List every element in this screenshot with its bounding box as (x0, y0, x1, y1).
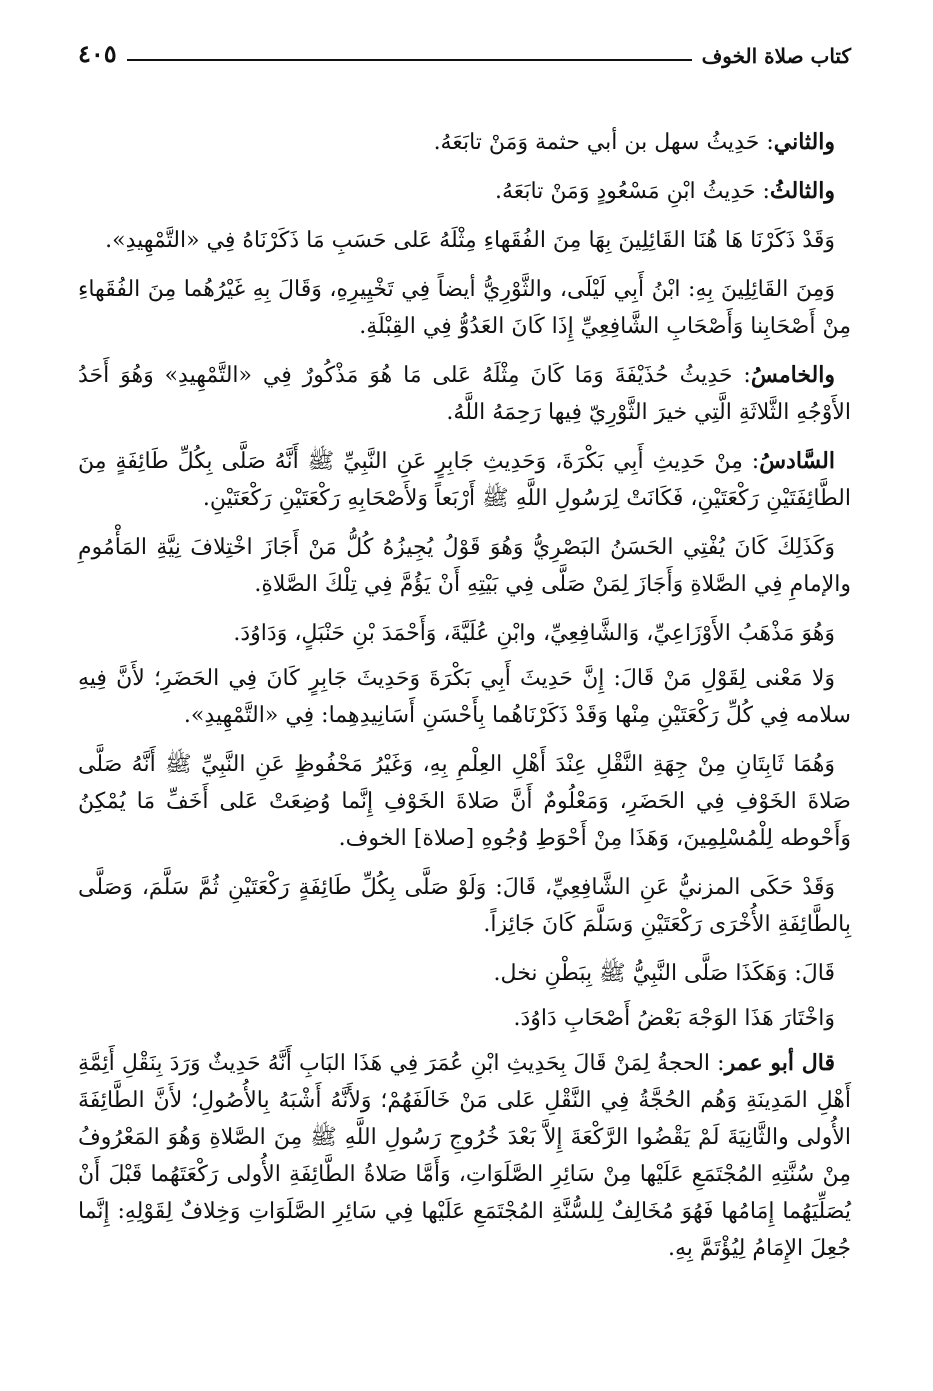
header-rule (127, 59, 692, 61)
paragraph-text: وَمِنَ القَائِلِينَ بِهِ: ابْنُ أَبِي لَيْلَى، والثَّوْرِيُّ أيضاً فِي تَخْيِيرِهِ، وَقَالَ بِهِ غَيْرُهُما مِنَ الفُقَهاءِ مِنْ أَصْحَابِنا وَأَصْحَابِ الشَّافِعِيِّ إِذَا كَانَ العَدُوُّ فِي القِبْلَةِ. (78, 277, 851, 339)
paragraph-12 (78, 955, 851, 992)
paragraph-7 (78, 529, 851, 603)
paragraph-text: وَقَدْ حَكَى المزنيُّ عَنِ الشَّافِعِيِّ، قَالَ: وَلَوْ صَلَّى بِكُلِّ طَائِفَةٍ رَكْعَتَيْنِ ثُمَّ سَلَّمَ، وَصَلَّى بِالطَّائِفَةِ الأُخْرَى رَكْعَتَيْنِ وَسَلَّمَ كَانَ جَائِزاً. (78, 875, 851, 937)
paragraph-text: وَكَذَلِكَ كَانَ يُفْتِي الحَسَنُ البَصْرِيُّ وَهُوَ قَوْلُ يُجِيزُهُ كُلُّ مَنْ أَجَازَ اخْتِلافَ نِيَّةِ المَأْمُومِ والإمامِ فِي الصَّلاةِ وَأَجَازَ لِمَنْ صَلَّى فِي بَيْتِهِ أَنْ يَؤُمَّ فِي تِلْكَ الصَّلاةِ. (78, 535, 851, 597)
paragraph-lead: والثالثُ (769, 178, 835, 204)
paragraph-text: : حَدِيثُ سهل بن أبي حثمة وَمَنْ تابَعَهُ. (433, 130, 774, 155)
paragraph-5 (78, 357, 851, 431)
paragraph-11 (78, 869, 851, 943)
paragraph-1 (78, 124, 851, 161)
paragraph-text: وَاخْتَارَ هَذَا الوَجْهَ بَعْضُ أَصْحَابِ دَاوُدَ. (513, 1006, 835, 1031)
chapter-title: كتاب صلاة الخوف (701, 44, 851, 68)
page-number: ٤٠٥ (78, 39, 117, 68)
paragraph-text: قَالَ: وَهَكَذَا صَلَّى النَّبِيُّ ﷺ بِبَطْنِ نخل. (493, 961, 835, 986)
paragraph-2 (78, 173, 851, 210)
paragraph-text: : الحجةُ لِمَنْ قَالَ بِحَدِيثِ ابْنِ عُمَرَ فِي هَذَا البَابِ أَنَّهُ حَدِيثٌ وَرَدَ بِنَقْلِ أَئِمَّةِ أَهْلِ المَدِينَةِ وَهُم الحُجَّةُ فِي النَّقْلِ عَلى مَنْ خَالَفَهُمْ؛ وَلأَنَّهُ أَشْبَهُ بِالأُصُولِ؛ لأَنَّ الطَّائِفَةَ الأُولى والثَّانِيَةَ لَمْ يَقْضُوا الرَّكْعَةَ إِلاَّ بَعْدَ خُرُوجِ رَسُولِ اللَّهِ ﷺ مِنَ الصَّلاةِ وَهُوَ المَعْرُوفُ مِنْ سُنَّتِهِ المُجْتَمَعِ عَلَيْها مِنْ سَائِرِ الصَّلَوَاتِ، وَأَمَّا صَلاةُ الطَّائِفَةِ الأُولى رَكْعَتَهُما قَبْلَ أَنْ يُصَلِّيَهُما إِمَامُها فَهُوَ مُخَالِفٌ لِلسُّنَّةِ المُجْتَمَعِ عَلَيْها فِي سَائِرِ الصَّلَوَاتِ وَخِلافٌ لِقَوْلِهِ: إِنَّما جُعِلَ الإِمَامُ لِيُؤْتَمَّ بِهِ. (78, 1051, 851, 1261)
paragraph-text: : حَدِيثُ ابْنِ مَسْعُودٍ وَمَنْ تابَعَهُ. (494, 179, 770, 204)
paragraph-10 (78, 746, 851, 857)
paragraph-9 (78, 660, 851, 734)
paragraph-text: وَقَدْ ذَكَرْنَا هَا هُنَا القَائِلِينَ بِهَا مِنَ الفُقَهاءِ مِثْلَهُ عَلى حَسَبِ مَا ذَكَرْنَاهُ فِي «التَّمْهِيدِ». (105, 228, 835, 253)
paragraph-14 (78, 1045, 851, 1267)
paragraph-lead: قال أبو عمر (724, 1050, 835, 1076)
paragraph-text: وَهُوَ مَذْهَبُ الأَوْزَاعِيِّ، وَالشَّافِعِيِّ، وابْنِ عُلَيَّةَ، وَأَحْمَدَ بْنِ حَنْبَلٍ، وَدَاوُدَ. (233, 621, 835, 646)
paragraph-lead: والخامسُ (750, 362, 835, 388)
paragraph-8 (78, 615, 851, 652)
paragraph-4 (78, 271, 851, 345)
paragraph-6 (78, 443, 851, 517)
running-header (78, 26, 851, 66)
paragraph-text: : حَدِيثُ حُذَيْفَةَ وَمَا كَانَ مِثْلَهُ عَلى مَا هُوَ مَذْكُورٌ فِي «التَّمْهِيدِ» وَهُوَ أَحَدُ الأَوْجُهِ الثَّلاثَةِ الَّتِي خيرَ الثَّوْرِيّ فِيها رَحِمَهُ اللَّهُ. (78, 363, 851, 425)
paragraph-3 (78, 222, 851, 259)
paragraph-lead: السَّادسُ (759, 448, 835, 474)
paragraph-lead: والثاني (773, 129, 835, 155)
paragraph-text: وَهُمَا ثَابِتَانِ مِنْ جِهَةِ النَّقْلِ عِنْدَ أَهْلِ العِلْمِ بِهِ، وَغَيْرُ مَحْفُوظٍ عَنِ النَّبِيِّ ﷺ أَنَّهُ صَلَّى صَلاةَ الخَوْفِ فِي الحَضَرِ، وَمَعْلُومٌ أَنَّ صَلاةَ الخَوْفِ إِنَّما وُضِعَتْ عَلى أَخَفِّ مَا يُمْكِنُ وَأَحْوطه لِلْمُسْلِمِينَ، وَهَذَا مِنْ أَحْوَطِ وُجُوهِ [صلاة] الخوف. (78, 752, 851, 851)
paragraph-text: : مِنْ حَدِيثِ أَبِي بَكْرَةَ، وَحَدِيثِ جَابِرٍ عَنِ النَّبِيِّ ﷺ أَنَّهُ صَلَّى بِكُلِّ طَائِفَةٍ مِنَ الطَّائِفَتَيْنِ رَكْعَتَيْنِ، فَكَانَتْ لِرَسُولِ اللَّهِ ﷺ أَرْبَعاً وَلأَصْحَابِهِ رَكْعَتَيْنِ رَكْعَتَيْنِ. (78, 449, 851, 511)
paragraph-13 (78, 1000, 851, 1037)
page-body (78, 124, 851, 1267)
paragraph-text: وَلا مَعْنى لِقَوْلِ مَنْ قَالَ: إِنَّ حَدِيثَ أَبِي بَكْرَةَ وَحَدِيثَ جَابِرٍ كَانَ فِي الحَضَرِ؛ لأَنَّ فِيهِ سلامه فِي كُلِّ رَكْعَتَيْنِ مِنْها وَقَدْ ذَكَرْنَاهُما بِأَحْسَنِ أَسَانِيدِهِما: فِي «التَّمْهِيدِ». (78, 666, 851, 728)
